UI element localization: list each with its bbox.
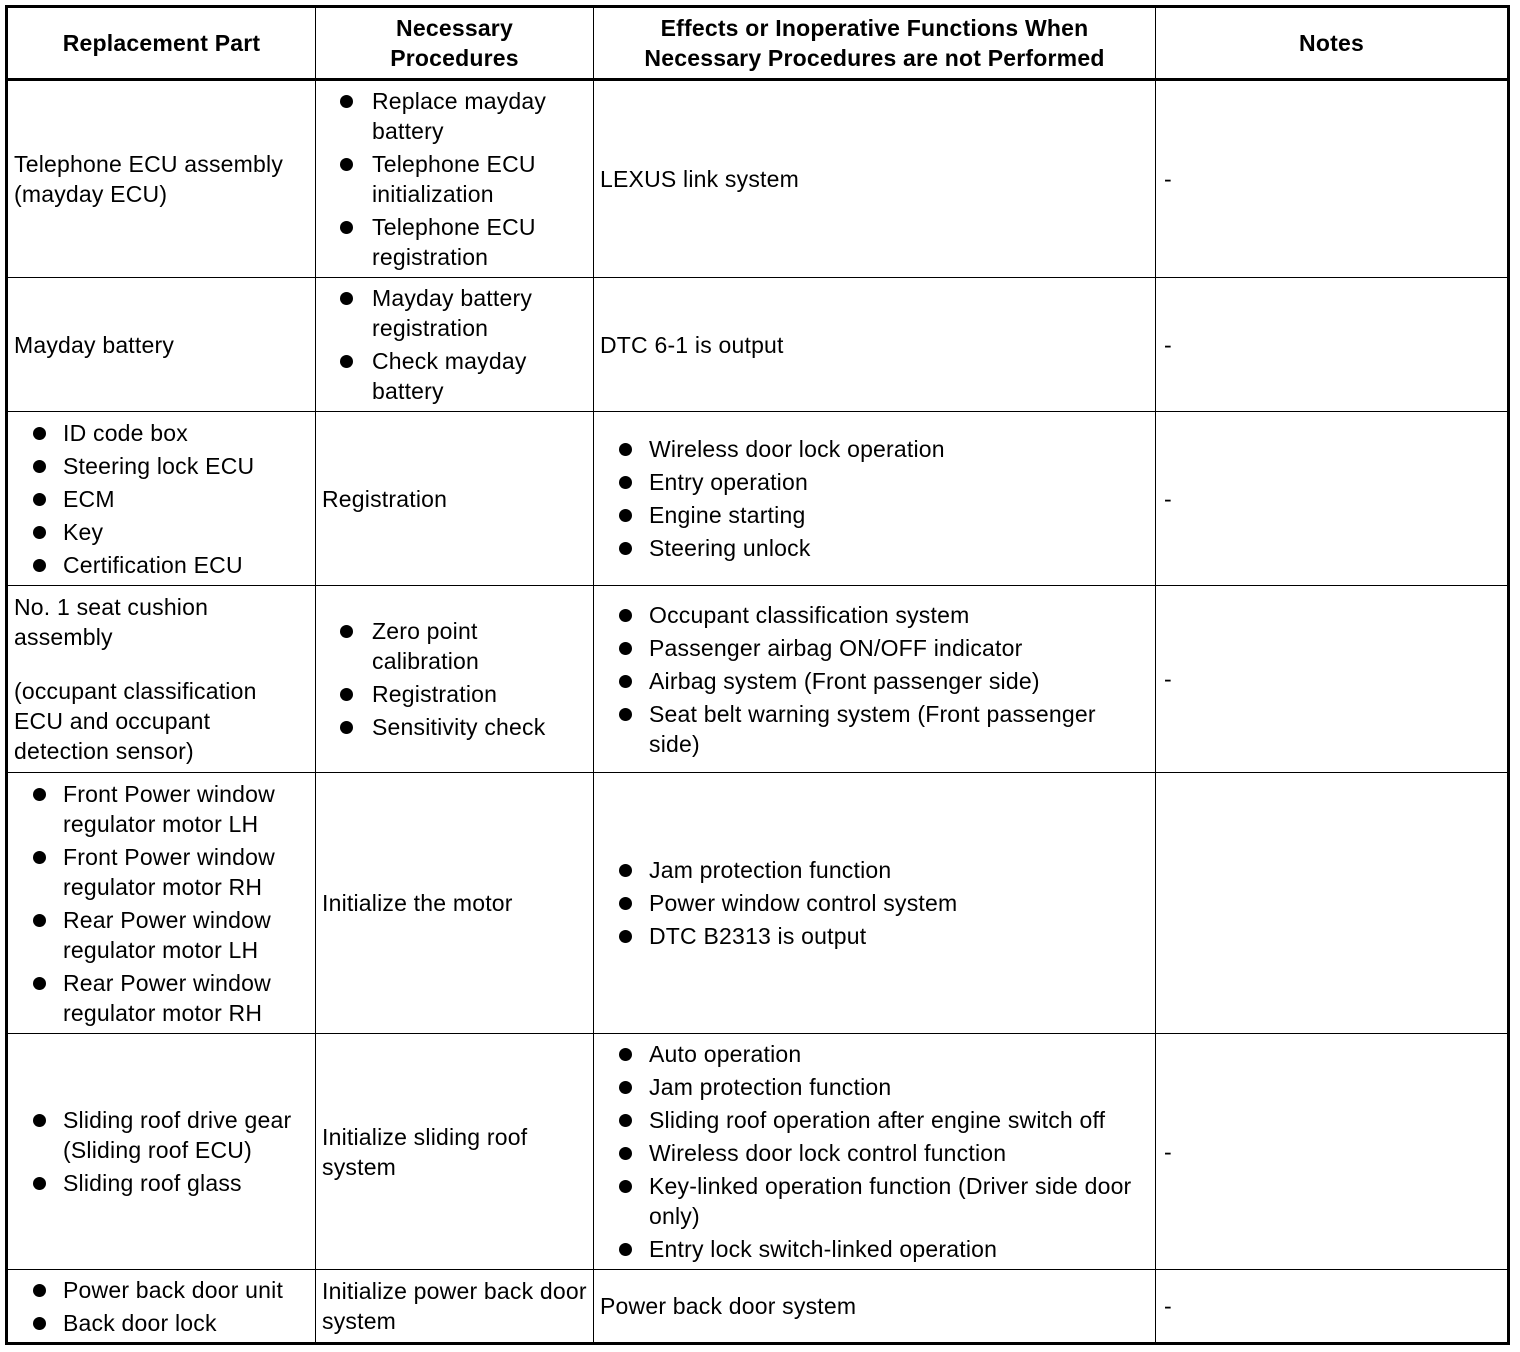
cell-parts <box>7 412 316 586</box>
list-item: Rear Power window regulator motor LH <box>14 905 309 965</box>
list-item: Jam protection function <box>600 1072 1149 1102</box>
list-item: Replace mayday battery <box>322 86 587 146</box>
list-item: Power back door unit <box>14 1275 309 1305</box>
cell-procedure: Initialize sliding roof system <box>316 1034 594 1270</box>
table-row <box>7 773 1509 1034</box>
header-col3-line1: Effects or Inoperative Functions When <box>660 15 1089 41</box>
cell-notes: - <box>1156 1270 1509 1344</box>
table-row <box>7 1270 1509 1344</box>
table-row <box>7 586 1509 773</box>
cell-notes: - <box>1156 586 1509 773</box>
list-item: Passenger airbag ON/OFF indicator <box>600 633 1149 663</box>
replacement-procedures-table <box>5 5 1510 1345</box>
list-item: Sensitivity check <box>322 712 587 742</box>
cell-parts <box>7 773 316 1034</box>
cell-effects <box>594 412 1156 586</box>
cell-notes: - <box>1156 1034 1509 1270</box>
cell-notes: - <box>1156 278 1509 412</box>
list-item: Telephone ECU initialization <box>322 149 587 209</box>
header-necessary-procedures <box>316 7 594 80</box>
table-row <box>7 278 1509 412</box>
cell-effects: DTC 6-1 is output <box>594 278 1156 412</box>
cell-notes: - <box>1156 412 1509 586</box>
list-item: Entry lock switch-linked operation <box>600 1234 1149 1264</box>
header-replacement-part: Replacement Part <box>7 7 316 80</box>
cell-procedure: Initialize the motor <box>316 773 594 1034</box>
cell-effects <box>594 773 1156 1034</box>
list-item: ECM <box>14 484 309 514</box>
list-item: Entry operation <box>600 467 1149 497</box>
list-item: Zero point calibration <box>322 616 587 676</box>
header-col2-line2: Procedures <box>390 45 519 71</box>
list-item: Steering unlock <box>600 533 1149 563</box>
header-notes: Notes <box>1156 7 1509 80</box>
list-item: Airbag system (Front passenger side) <box>600 666 1149 696</box>
part-text: (occupant classification ECU and occupant detection sensor) <box>14 678 257 764</box>
list-item: Key-linked operation function (Driver side door only) <box>600 1171 1149 1231</box>
list-item: DTC B2313 is output <box>600 921 1149 951</box>
list-item: Telephone ECU registration <box>322 212 587 272</box>
cell-part: Mayday battery <box>7 278 316 412</box>
list-item: Rear Power window regulator motor RH <box>14 968 309 1028</box>
cell-procedure: Registration <box>316 412 594 586</box>
list-item: Mayday battery registration <box>322 283 587 343</box>
cell-parts <box>7 1270 316 1344</box>
list-item: Sliding roof operation after engine switch off <box>600 1105 1149 1135</box>
list-item: Registration <box>322 679 587 709</box>
cell-effects <box>594 1034 1156 1270</box>
header-effects <box>594 7 1156 80</box>
header-row <box>7 7 1509 80</box>
cell-part: Telephone ECU assembly (mayday ECU) <box>7 80 316 278</box>
table-row <box>7 1034 1509 1270</box>
list-item: Wireless door lock operation <box>600 434 1149 464</box>
list-item: Wireless door lock control function <box>600 1138 1149 1168</box>
part-text: No. 1 seat cushion assembly <box>14 594 209 650</box>
list-item: Seat belt warning system (Front passenger side) <box>600 699 1149 759</box>
list-item: Sliding roof drive gear (Sliding roof ECU) <box>14 1105 309 1165</box>
list-item: Back door lock <box>14 1308 309 1338</box>
cell-notes: - <box>1156 80 1509 278</box>
table-row <box>7 412 1509 586</box>
cell-notes <box>1156 773 1509 1034</box>
list-item: Sliding roof glass <box>14 1168 309 1198</box>
list-item: Key <box>14 517 309 547</box>
list-item: ID code box <box>14 418 309 448</box>
header-col3-line2: Necessary Procedures are not Performed <box>644 45 1105 71</box>
list-item: Steering lock ECU <box>14 451 309 481</box>
list-item: Front Power window regulator motor LH <box>14 779 309 839</box>
table-row <box>7 80 1509 278</box>
cell-procedure: Initialize power back door system <box>316 1270 594 1344</box>
cell-parts <box>7 1034 316 1270</box>
list-item: Jam protection function <box>600 855 1149 885</box>
cell-effects: Power back door system <box>594 1270 1156 1344</box>
cell-effects <box>594 586 1156 773</box>
list-item: Engine starting <box>600 500 1149 530</box>
list-item: Check mayday battery <box>322 346 587 406</box>
cell-effects: LEXUS link system <box>594 80 1156 278</box>
list-item: Certification ECU <box>14 550 309 580</box>
list-item: Auto operation <box>600 1039 1149 1069</box>
cell-procedures <box>316 278 594 412</box>
cell-procedures <box>316 586 594 773</box>
header-col2-line1: Necessary <box>396 15 513 41</box>
list-item: Power window control system <box>600 888 1149 918</box>
cell-procedures <box>316 80 594 278</box>
list-item: Front Power window regulator motor RH <box>14 842 309 902</box>
cell-part <box>7 586 316 773</box>
list-item: Occupant classification system <box>600 600 1149 630</box>
